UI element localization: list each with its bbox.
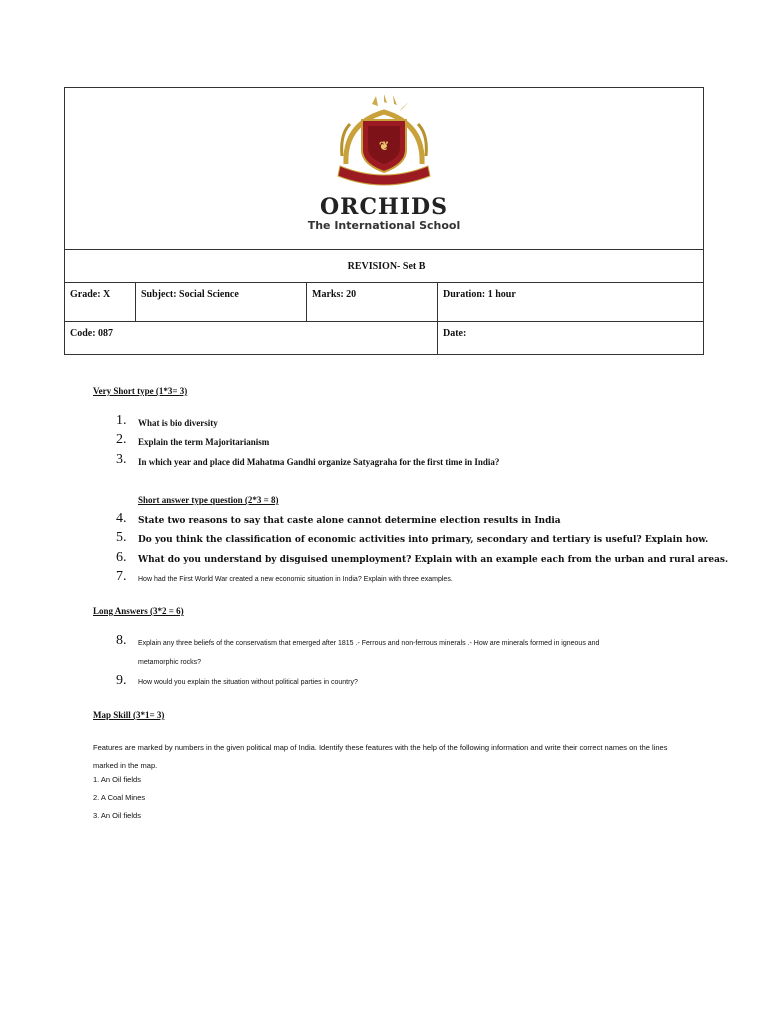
- question-number: 4.: [116, 511, 127, 526]
- question-text: Explain any three beliefs of the conservatism that emerged after 1815 .- Ferrous and non-ferrous minerals .- How are minerals formed in igneous and: [138, 640, 600, 647]
- svg-text:❦: ❦: [378, 138, 390, 153]
- grade-cell: Grade: X: [65, 283, 136, 322]
- school-name: ORCHIDS: [320, 193, 448, 220]
- question-text: Do you think the classification of economic activities into primary, secondary and tertiary is useful? Explain how.: [138, 535, 709, 545]
- subject-cell: Subject: Social Science: [136, 283, 307, 322]
- question-text: How had the First World War created a new economic situation in India? Explain with three examples.: [138, 576, 453, 583]
- question-number: 1.: [116, 413, 127, 428]
- question-number: 2.: [116, 432, 127, 447]
- question-number: 7.: [116, 569, 127, 584]
- question-text: State two reasons to say that caste alone cannot determine election results in India: [138, 516, 561, 526]
- school-crest-icon: [284, 94, 484, 194]
- question-number: 6.: [116, 550, 127, 565]
- question-number: 5.: [116, 530, 127, 545]
- map-skill-heading: Map Skill (3*1= 3): [93, 710, 165, 720]
- long-answers-heading: Long Answers (3*2 = 6): [93, 606, 184, 616]
- duration-cell: Duration: 1 hour: [438, 283, 704, 322]
- question-number: 9.: [116, 673, 127, 688]
- question-text: Explain the term Majoritarianism: [138, 437, 270, 447]
- date-cell: Date:: [438, 322, 704, 355]
- map-item: 2. A Coal Mines: [93, 793, 146, 802]
- map-instructions: Features are marked by numbers in the given political map of India. Identify these features with the help of the following information and write their correct names on the lines marked in the map.: [93, 743, 668, 770]
- map-item: 3. An Oil fields: [93, 811, 141, 820]
- code-cell: Code: 087: [65, 322, 438, 355]
- header-table: [64, 87, 704, 355]
- question-text: What is bio diversity: [138, 418, 218, 428]
- marks-cell: Marks: 20: [307, 283, 438, 322]
- school-subtitle: The International School: [307, 218, 461, 232]
- very-short-heading: Very Short type (1*3= 3): [93, 386, 188, 396]
- map-item: 1. An Oil fields: [93, 775, 141, 784]
- question-number: 8.: [116, 633, 127, 648]
- question-text: How would you explain the situation without political parties in country?: [138, 679, 358, 686]
- logo-cell: [65, 88, 704, 250]
- school-logo: [284, 94, 484, 244]
- short-answer-heading: Short answer type question (2*3 = 8): [138, 495, 279, 505]
- question-number: 3.: [116, 452, 127, 467]
- question-text-continued: metamorphic rocks?: [138, 659, 202, 666]
- question-text: In which year and place did Mahatma Gandhi organize Satyagraha for the first time in India?: [138, 457, 500, 467]
- question-text: What do you understand by disguised unemployment? Explain with an example each from the urban and rural areas.: [138, 555, 729, 565]
- revision-title: REVISION- Set B: [65, 250, 704, 283]
